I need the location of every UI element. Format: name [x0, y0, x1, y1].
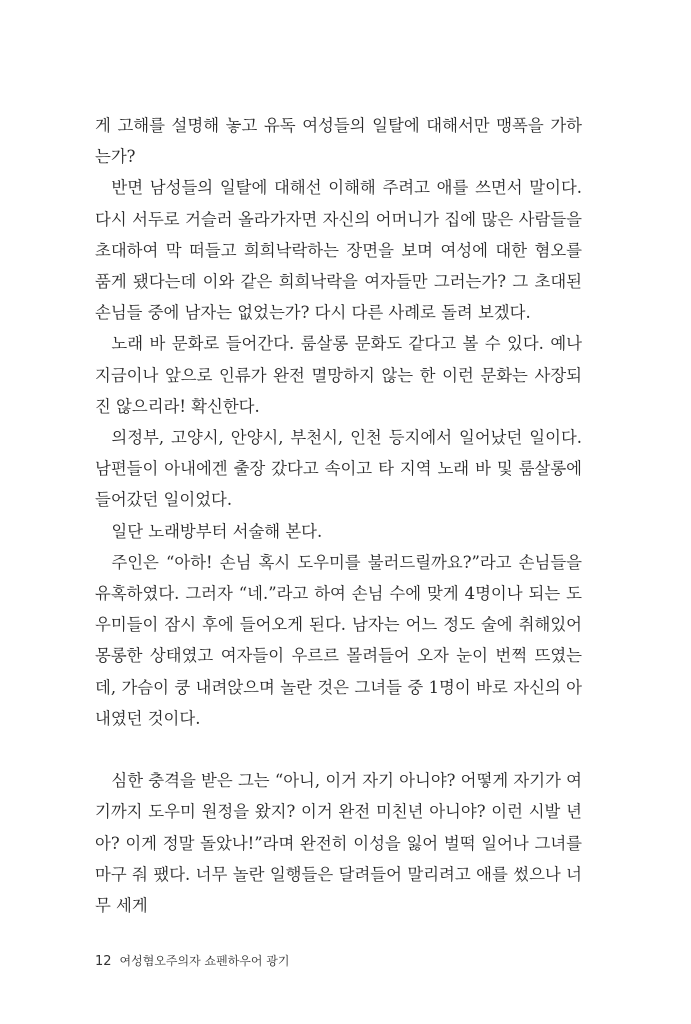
- running-title: 여성혐오주의자 쇼펜하우어 광기: [119, 954, 290, 968]
- paragraph-6: 주인은 “아하! 손님 혹시 도우미를 불러드릴까요?”라고 손님들을 유혹하였다. 그러자 “네.”라고 하여 손님 수에 맞게 4명이나 되는 도우미들이 잠시 후에 들어오게 된다. 남자는 어느 정도 술에 취해있어 몽롱한 상태였고 여자들이 우르르 몰려들어 오자 눈이 번쩍 뜨였는데, 가슴이 쿵 내려앉으며 놀란 것은 그녀들 중 1명이 바로 자신의 아내였던 것이다.: [95, 552, 582, 728]
- paragraph-1: 게 고해를 설명해 놓고 유독 여성들의 일탈에 대해서만 맹폭을 가하는가?: [95, 116, 582, 167]
- paragraph-2: 반면 남성들의 일탈에 대해선 이해해 주려고 애를 쓰면서 말이다. 다시 서두로 거슬러 올라가자면 자신의 어머니가 집에 많은 사람들을 초대하여 막 떠들고 희희낙락하는 장면을 보며 여성에 대한 혐오를 품게 됐다는데 이와 같은 희희낙락을 여자들만 그러는가? 그 초대된 손님들 중에 남자는 없었는가? 다시 다른 사례로 돌려 보겠다.: [95, 178, 582, 323]
- paragraph-7: 심한 충격을 받은 그는 “아니, 이거 자기 아니야? 어떻게 자기가 여기까지 도우미 원정을 왔지? 이거 완전 미친년 아니야? 이런 시발 년아? 이게 정말 돌았나!”라며 완전히 이성을 잃어 벌떡 일어나 그녀를 마구 줘 팼다. 너무 놀란 일행들은 달려들어 말리려고 애를 썼으나 너무 세게: [95, 771, 582, 916]
- paragraph-5: 일단 노래방부터 서술해 본다.: [111, 521, 323, 541]
- paragraph-gap: [95, 734, 582, 765]
- page-number: 12: [95, 954, 112, 969]
- paragraph-4: 의정부, 고양시, 안양시, 부천시, 인천 등지에서 일어났던 일이다. 남편들이 아내에겐 출장 갔다고 속이고 타 지역 노래 바 및 룸살롱에 들어갔던 일이었다.: [95, 428, 582, 510]
- paragraph-3: 노래 바 문화로 들어간다. 룸살롱 문화도 같다고 볼 수 있다. 예나 지금이나 앞으로 인류가 완전 멸망하지 않는 한 이런 문화는 사장되진 않으리라! 확신한다.: [95, 334, 582, 416]
- body-text: [95, 110, 582, 921]
- page-footer: [95, 952, 289, 969]
